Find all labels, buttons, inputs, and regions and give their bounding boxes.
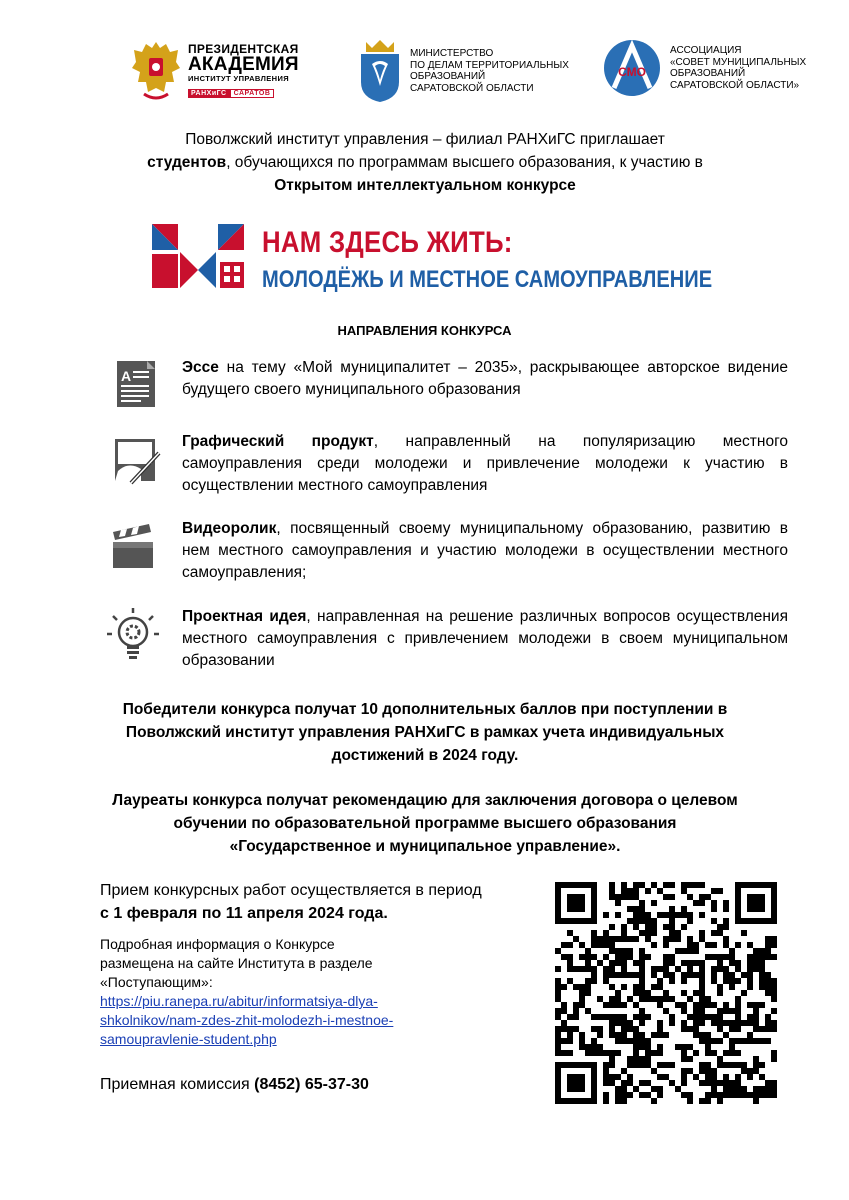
contest-banner	[150, 222, 790, 294]
intro-students: студентов	[147, 154, 227, 171]
period-dates: с 1 февраля по 11 апреля 2024 года.	[100, 905, 388, 922]
association-emblem-text: СМО	[618, 65, 646, 79]
ministry-line: ОБРАЗОВАНИЙ	[410, 71, 486, 82]
info-line: Подробная информация о Конкурсе	[100, 936, 335, 952]
saratov-coat-of-arms-icon	[358, 38, 402, 104]
winners-text: Победители конкурса получат 10 дополнительных баллов при поступлении в Поволжский институт управления РАНХиГС в рамках учета индивидуальных достижений в 2024 году.	[122, 701, 728, 764]
direction-description: , направленная на решение различных вопросов осуществления местного самоуправления с привлечением молодежи в своем муниципальном образовании	[182, 608, 788, 669]
submission-period	[100, 879, 530, 925]
website-link[interactable]: https://piu.ranepa.ru/abitur/informatsiya-dlya-	[100, 993, 378, 1009]
svg-text:A: A	[121, 368, 132, 384]
info-block	[100, 935, 460, 1049]
direction-text	[182, 357, 788, 401]
direction-text	[182, 606, 788, 672]
intro-part1: Поволжский институт управления – филиал РАНХиГС приглашает	[185, 131, 665, 148]
association-line: ОБРАЗОВАНИЙ	[670, 68, 746, 79]
association-text	[670, 45, 806, 91]
info-line: размещена на сайте Института в разделе	[100, 955, 373, 971]
association-line: «СОВЕТ МУНИЦИПАЛЬНЫХ	[670, 56, 807, 68]
academy-line1: ПРЕЗИДЕНТСКАЯ	[188, 42, 299, 57]
association-line: АССОЦИАЦИЯ	[670, 45, 742, 56]
intro-part2: , обучающихся по программам высшего образования, к участию в	[226, 154, 703, 171]
academy-badge	[188, 89, 274, 98]
association-logo	[602, 38, 806, 98]
info-line: «Поступающим»:	[100, 974, 213, 990]
direction-description: , посвященный своему муниципальному образованию, развитию в нем местного самоуправления и участию молодежи в осуществлении местного самоуправления;	[182, 520, 788, 581]
direction-text	[182, 518, 788, 584]
laureates-line: обучении по образовательной программе высшего образования	[173, 815, 677, 832]
association-line: САРАТОВСКОЙ ОБЛАСТИ»	[670, 79, 800, 91]
website-link[interactable]: samoupravlenie-student.php	[100, 1031, 277, 1047]
academy-line3: ИНСТИТУТ УПРАВЛЕНИЯ	[188, 74, 290, 84]
direction-description: на тему «Мой муниципалитет – 2035», раскрывающее авторское видение будущего своего муниципального образования	[182, 359, 788, 398]
academy-logo	[130, 38, 299, 104]
direction-description: , направленный на популяризацию местного самоуправления среди молодежи и привлечение молодежи к участию в осуществлении местного самоуправления	[182, 433, 789, 494]
ministry-line: САРАТОВСКОЙ ОБЛАСТИ	[410, 82, 534, 94]
direction-title: Эссе	[182, 359, 219, 376]
clapperboard-icon	[105, 518, 161, 574]
ministry-text	[410, 48, 569, 94]
direction-title: Видеоролик	[182, 520, 277, 537]
period-text: Прием конкурсных работ осуществляется в период	[100, 882, 482, 899]
laureates-line: «Государственное и муниципальное управление».	[229, 838, 621, 855]
laureates-text	[80, 789, 770, 858]
double-headed-eagle-icon	[130, 38, 182, 104]
ministry-logo	[358, 38, 569, 104]
phone-label: Приемная комиссия	[100, 1076, 255, 1093]
direction-title: Графический продукт	[182, 433, 374, 450]
ministry-line: МИНИСТЕРСТВО	[410, 48, 494, 59]
banner-title: НАМ ЗДЕСЬ ЖИТЬ:	[262, 226, 513, 259]
direction-text	[182, 431, 788, 497]
banner-subtitle: МОЛОДЁЖЬ И МЕСТНОЕ САМОУПРАВЛЕНИЕ	[262, 266, 713, 293]
ministry-line: ПО ДЕЛАМ ТЕРРИТОРИАЛЬНЫХ	[410, 59, 569, 71]
academy-badge-left: РАНХиГС	[188, 89, 230, 98]
admissions-phone	[100, 1076, 369, 1094]
intro-text	[80, 128, 770, 197]
intro-contest: Открытом интеллектуальном конкурсе	[274, 177, 576, 194]
qr-code[interactable]	[555, 882, 777, 1104]
graphic-drawing-icon	[105, 431, 161, 487]
contest-logo-icon	[150, 222, 246, 292]
phone-number: (8452) 65-37-30	[254, 1076, 369, 1093]
lightbulb-idea-icon	[105, 606, 161, 662]
website-link[interactable]: shkolnikov/nam-zdes-zhit-molodezh-i-mestnoe-	[100, 1012, 394, 1028]
header-logos	[0, 38, 849, 108]
laureates-line: Лауреаты конкурса получат рекомендацию для заключения договора о целевом	[112, 792, 738, 809]
association-emblem-icon	[602, 38, 662, 98]
directions-heading: НАПРАВЛЕНИЯ КОНКУРСА	[337, 323, 512, 338]
academy-badge-right: САРАТОВ	[230, 89, 275, 98]
direction-title: Проектная идея	[182, 608, 307, 625]
essay-document-icon	[105, 357, 161, 413]
academy-line2: АКАДЕМИЯ	[188, 54, 299, 76]
